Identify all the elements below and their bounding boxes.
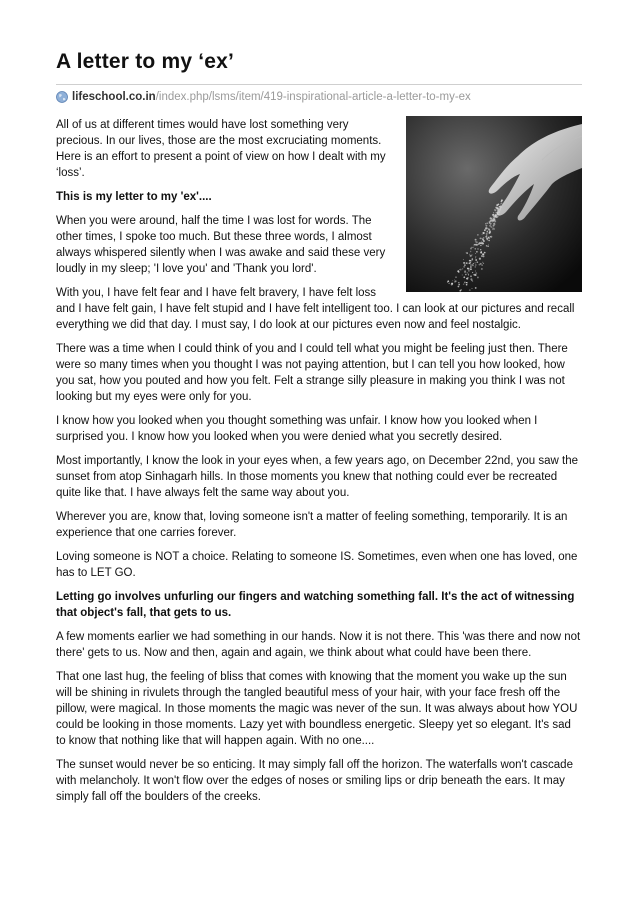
paragraph: A few moments earlier we had something in our hands. Now it is not there. This 'was there and now not there' gets to us. Now and then, again and again, we think about what could have been there. (56, 631, 581, 659)
paragraph: With you, I have felt fear and I have felt bravery, I have felt loss and I have felt gain, I have felt stupid and I have felt intelligent too. I can look at our pictures and recall everything we did that day. I must say, I do look at our pictures even now and feel nostalgic. (56, 287, 575, 331)
paragraph: The sunset would never be so enticing. It may simply fall off the horizon. The waterfalls won't cascade with melancholy. It won't flow over the edges of noses or smiling lips or drip beneath the ears. It may simply fall off the boulders of the creeks. (56, 759, 573, 803)
paragraph: That one last hug, the feeling of bliss that comes with knowing that the moment you wake up the sun will be shining in rivulets through the tangled beautiful mess of your hair, with your face fresh off the pillow, were magical. In those moments the magic was never of the sun. It was always about how YOU could be looking in those moments. Lazy yet with boundless energetic. Sleepy yet so elegant. It's sad to know that nothing like that will happen again. With no one.... (56, 671, 578, 747)
paragraph: Most importantly, I know the look in your eyes when, a few years ago, on December 22nd, you saw the sunset from atop Sinhagarh hills. In those moments you knew that nothing could ever be recreated quite like that. I have always felt the same way about you. (56, 455, 579, 499)
paragraph: When you were around, half the time I was lost for words. The other times, I spoke too much. But these three words, I almost always whispered silently when I was awake and said these very loudly in my sleep; 'I love you' and 'Thank you lord'. (56, 215, 386, 275)
paragraph: There was a time when I could think of you and I could tell what you might be feeling just then. There were so many times when you thought I was not paying attention, but I can tell you how looked, how you sat, how you pouted and how you felt. Felt a strange silly pleasure in making you think I was not looking but my eyes were only for you. (56, 343, 568, 403)
page-title: A letter to my ‘ex’ (56, 50, 235, 73)
source-line (56, 91, 582, 103)
paragraph: Loving someone is NOT a choice. Relating to someone IS. Sometimes, even when one has loved, one has to LET GO. (56, 551, 578, 579)
source-path[interactable]: /index.php/lsms/item/419-inspirational-article-a-letter-to-my-ex (155, 91, 471, 103)
hand-sand-photo (406, 116, 582, 292)
title-divider (56, 84, 582, 85)
paragraph-bold: Letting go involves unfurling our fingers and watching something fall. It's the act of witnessing that object's fall, that gets to us. (56, 591, 575, 619)
paragraph: I know how you looked when you thought something was unfair. I know how you looked when I surprised you. I know how you looked when you were denied what you secretly desired. (56, 415, 538, 443)
paragraph-bold: This is my letter to my 'ex'.... (56, 191, 212, 203)
globe-icon (56, 91, 68, 103)
paragraph: Wherever you are, know that, loving someone isn't a matter of feeling something, temporarily. It is an experience that one carries forever. (56, 511, 568, 539)
source-domain[interactable]: lifeschool.co.in (72, 91, 156, 103)
paragraph: All of us at different times would have lost something very precious. In our lives, those are the most excruciating moments. Here is an effort to present a point of view on how I dealt with my ‘loss’. (56, 119, 386, 179)
